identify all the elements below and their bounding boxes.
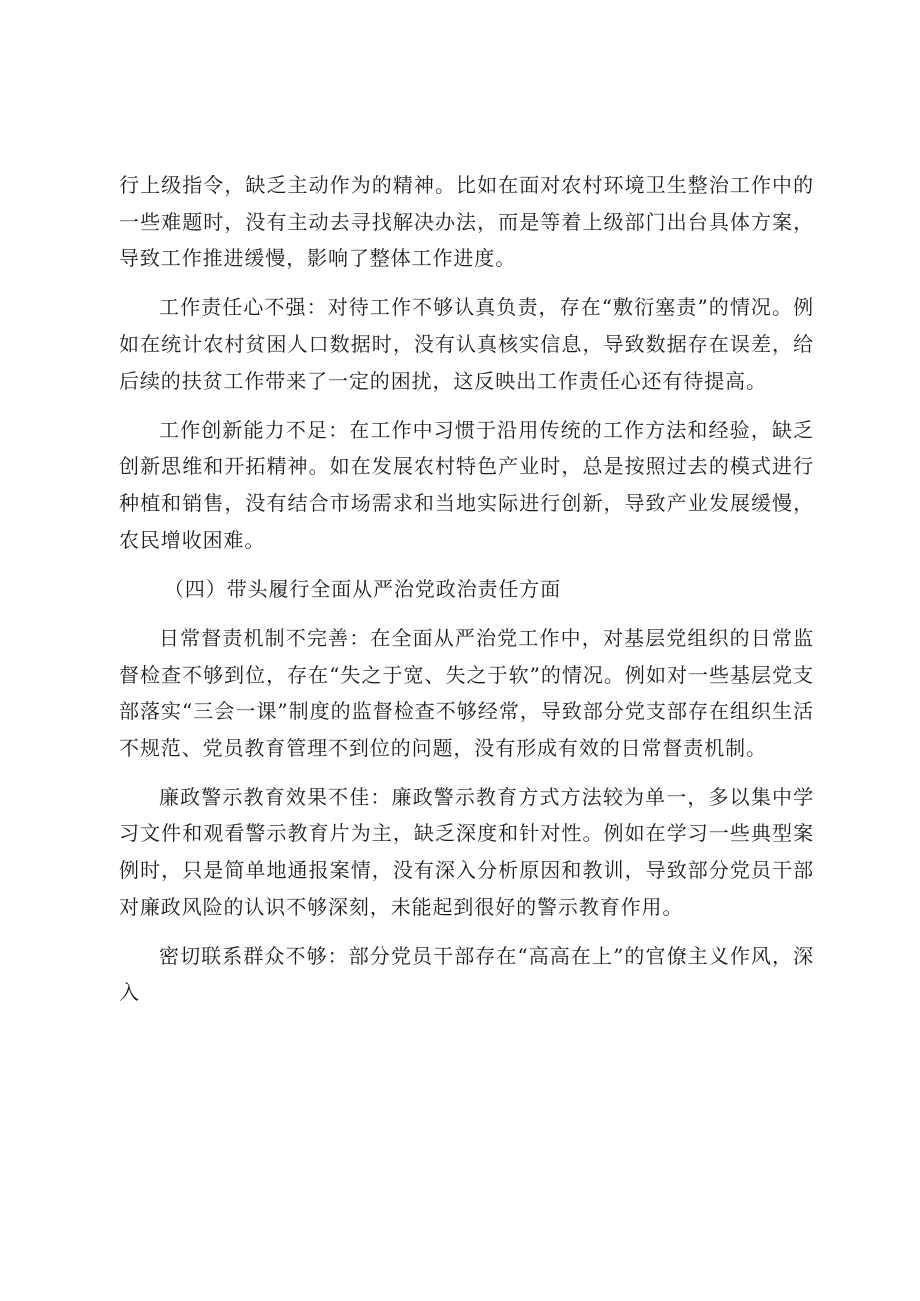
- paragraph-supervision-mechanism: 日常督责机制不完善：在全面从严治党工作中，对基层党组织的日常监督检查不够到位，存在“失之于宽、失之于软”的情况。例如对一些基层党支部落实“三会一课”制度的监督检查不够经常，导致部分党支部存在组织生活不规范、党员教育管理不到位的问题，没有形成有效的日常督责机制。: [119, 625, 814, 760]
- paragraph-continuation: 行上级指令，缺乏主动作为的精神。比如在面对农村环境卫生整治工作中的一些难题时，没有主动去寻找解决办法，而是等着上级部门出台具体方案，导致工作推进缓慢，影响了整体工作进度。: [119, 173, 814, 271]
- paragraph-mass-contact: 密切联系群众不够：部分党员干部存在“高高在上”的官僚主义作风，深入: [119, 943, 814, 1005]
- paragraph-work-responsibility: 工作责任心不强：对待工作不够认真负责，存在“敷衍塞责”的情况。例如在统计农村贫困人口数据时，没有认真核实信息，导致数据存在误差，给后续的扶贫工作带来了一定的困扰，这反映出工作责任心还有待提高。: [119, 295, 814, 393]
- paragraph-integrity-education: 廉政警示教育效果不佳：廉政警示教育方式方法较为单一，多以集中学习文件和观看警示教育片为主，缺乏深度和针对性。例如在学习一些典型案例时，只是简单地通报案情，没有深入分析原因和教训，导致部分党员干部对廉政风险的认识不够深刻，未能起到很好的警示教育作用。: [119, 784, 814, 919]
- document-body: [119, 167, 814, 1024]
- paragraph-work-innovation: 工作创新能力不足：在工作中习惯于沿用传统的工作方法和经验，缺乏创新思维和开拓精神。如在发展农村特色产业时，总是按照过去的模式进行种植和销售，没有结合市场需求和当地实际进行创新，导致产业发展缓慢，农民增收困难。: [119, 417, 814, 552]
- section-heading: （四）带头履行全面从严治党政治责任方面: [164, 576, 562, 601]
